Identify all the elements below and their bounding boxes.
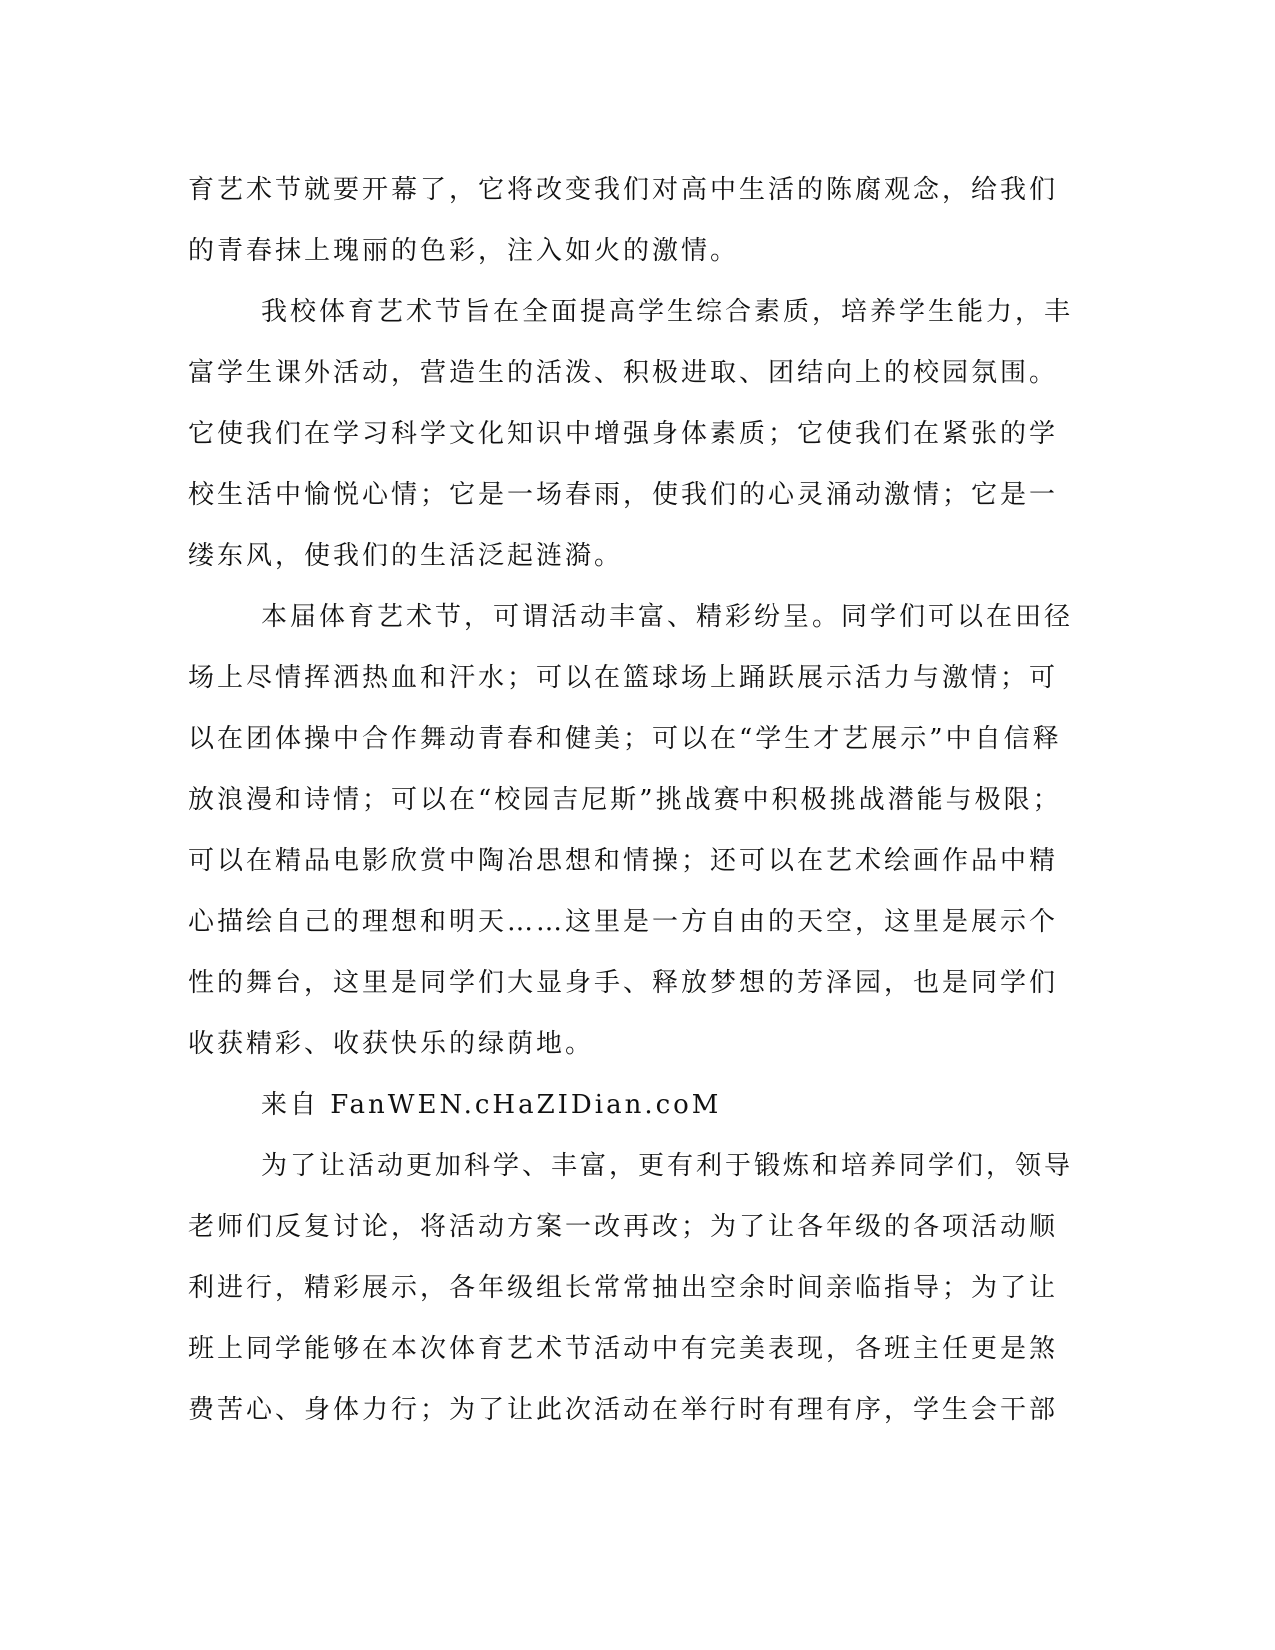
text-line-3: 我校体育艺术节旨在全面提高学生综合素质，培养学生能力，丰 xyxy=(261,297,1074,327)
text-line-17: 为了让活动更加科学、丰富，更有利于锻炼和培养同学们，领导 xyxy=(261,1151,1074,1181)
body-text xyxy=(188,160,1072,1441)
text-line-20: 班上同学能够在本次体育艺术节活动中有完美表现，各班主任更是煞 xyxy=(188,1334,1059,1364)
text-line-19: 利进行，精彩展示，各年级组长常常抽出空余时间亲临指导；为了让 xyxy=(188,1273,1059,1303)
text-line-1: 育艺术节就要开幕了，它将改变我们对高中生活的陈腐观念，给我们 xyxy=(188,175,1059,205)
text-line-8: 本届体育艺术节，可谓活动丰富、精彩纷呈。同学们可以在田径 xyxy=(261,602,1074,632)
text-line-5: 它使我们在学习科学文化知识中增强身体素质；它使我们在紧张的学 xyxy=(188,419,1059,449)
text-line-2: 的青春抹上瑰丽的色彩，注入如火的激情。 xyxy=(188,236,740,266)
text-line-11: 放浪漫和诗情；可以在“校园吉尼斯”挑战赛中积极挑战潜能与极限； xyxy=(188,785,1062,815)
text-line-13: 心描绘自己的理想和明天……这里是一方自由的天空，这里是展示个 xyxy=(188,907,1059,937)
text-line-12: 可以在精品电影欣赏中陶冶思想和情操；还可以在艺术绘画作品中精 xyxy=(188,846,1059,876)
text-line-10: 以在团体操中合作舞动青春和健美；可以在“学生才艺展示”中自信释 xyxy=(188,724,1062,754)
text-line-14: 性的舞台，这里是同学们大显身手、释放梦想的芳泽园，也是同学们 xyxy=(188,968,1059,998)
text-line-7: 缕东风，使我们的生活泛起涟漪。 xyxy=(188,541,624,571)
text-line-4: 富学生课外活动，营造生的活泼、积极进取、团结向上的校园氛围。 xyxy=(188,358,1059,388)
text-line-15: 收获精彩、收获快乐的绿荫地。 xyxy=(188,1029,595,1059)
text-line-18: 老师们反复讨论，将活动方案一改再改；为了让各年级的各项活动顺 xyxy=(188,1212,1059,1242)
text-line-9: 场上尽情挥洒热血和汗水；可以在篮球场上踊跃展示活力与激情；可 xyxy=(188,663,1059,693)
source-line: 来自 FanWEN.cHaZIDian.coM xyxy=(261,1090,722,1120)
text-line-21: 费苦心、身体力行；为了让此次活动在举行时有理有序，学生会干部 xyxy=(188,1395,1059,1425)
text-line-6: 校生活中愉悦心情；它是一场春雨，使我们的心灵涌动激情；它是一 xyxy=(188,480,1059,510)
